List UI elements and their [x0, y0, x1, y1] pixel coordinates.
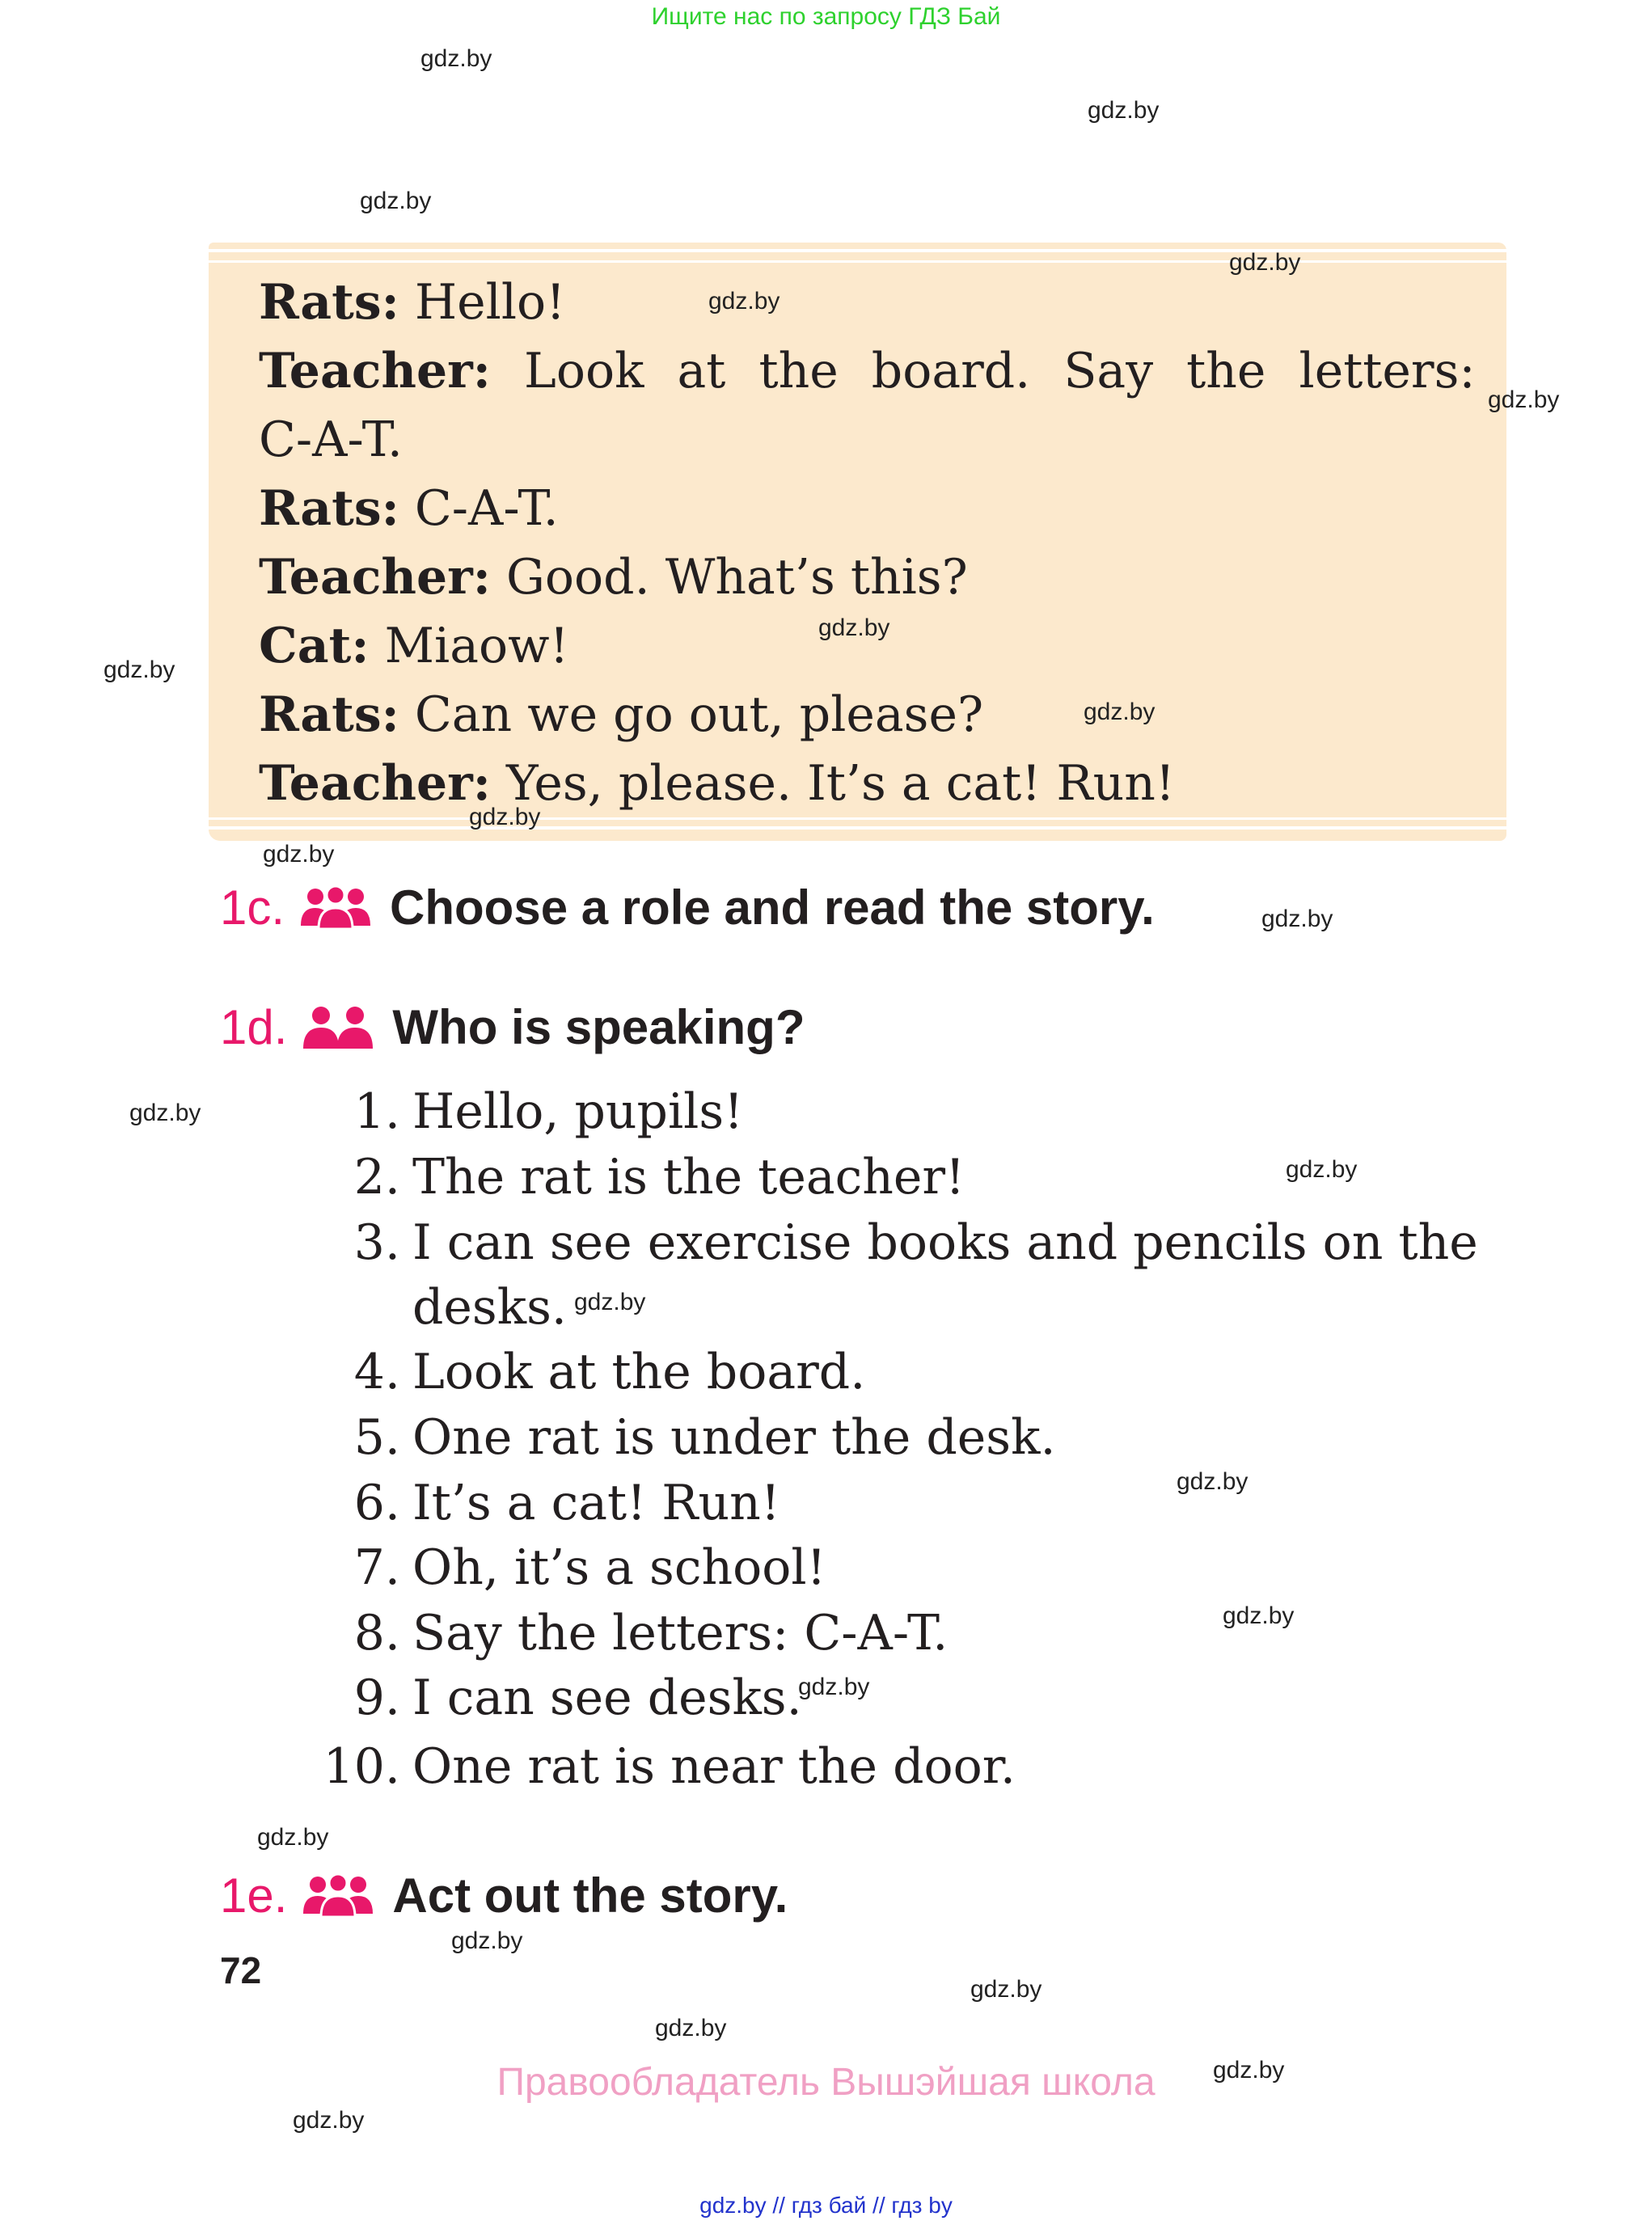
item-number: 7.: [353, 1539, 400, 1596]
watermark: gdz.by: [257, 1824, 329, 1851]
item-number: 1.: [353, 1083, 400, 1140]
story-line: [259, 749, 1482, 818]
watermark: gdz.by: [293, 2107, 365, 2134]
card-top-stripe-2: [209, 260, 1506, 263]
exercise-title: Who is speaking?: [392, 1000, 805, 1054]
watermark: gdz.by: [1084, 699, 1156, 725]
item-text: I can see desks.: [412, 1670, 802, 1726]
story-line: [259, 543, 1482, 612]
item-text: One rat is near the door.: [412, 1738, 1016, 1795]
item-text: Oh, it’s a school!: [412, 1539, 826, 1596]
speaker: Rats:: [259, 274, 399, 331]
watermark: gdz.by: [970, 1976, 1042, 2003]
speaker: Rats:: [259, 686, 399, 743]
watermark: gdz.by: [1261, 906, 1333, 932]
line-text: Look at the board. Say the letters:: [490, 343, 1476, 399]
item-text: It’s a cat! Run!: [412, 1475, 780, 1531]
item-number: 3.: [353, 1214, 400, 1271]
story-card: [209, 243, 1506, 841]
watermark: gdz.by: [469, 804, 541, 830]
page-number: 72: [220, 1949, 262, 1991]
item-number: 6.: [353, 1475, 400, 1531]
group-icon: [299, 885, 372, 931]
exercise-1d: [220, 999, 805, 1055]
line-text: C-A-T.: [399, 480, 559, 537]
exercise-1c: [220, 880, 1155, 935]
exercise-number: 1d.: [220, 1000, 288, 1054]
story-line: [259, 337, 1482, 406]
story-line: [259, 268, 1482, 337]
item-number: 5.: [353, 1409, 400, 1466]
card-bottom-stripe: [209, 826, 1506, 830]
watermark: gdz.by: [655, 2015, 727, 2041]
story-line: [259, 681, 1482, 749]
watermark: gdz.by: [104, 657, 175, 683]
story-line: [259, 406, 1482, 475]
exercise-1e: [220, 1868, 788, 1923]
item-text: One rat is under the desk.: [412, 1409, 1056, 1466]
line-text: Good. What’s this?: [490, 549, 968, 606]
exercise-title: Act out the story.: [392, 1868, 788, 1923]
line-text: Can we go out, please?: [399, 686, 984, 743]
item-text: Look at the board.: [412, 1344, 866, 1400]
watermark: gdz.by: [129, 1100, 201, 1126]
item-text: I can see exercise books and pencils on the: [412, 1214, 1478, 1271]
watermark: gdz.by: [798, 1674, 870, 1700]
item-text: Say the letters: C-A-T.: [412, 1605, 949, 1661]
item-number: 4.: [353, 1344, 400, 1400]
speaker: Teacher:: [259, 343, 491, 399]
item-text: desks.: [412, 1279, 567, 1336]
group-icon: [302, 1873, 374, 1919]
story-dialogue: [259, 268, 1482, 818]
pair-icon: [302, 1005, 374, 1050]
line-text: Yes, please. It’s a cat! Run!: [490, 755, 1175, 812]
watermark: gdz.by: [1286, 1156, 1358, 1183]
speaker: Cat:: [259, 618, 370, 674]
watermark: gdz.by: [1177, 1468, 1249, 1495]
rights-holder: Правообладатель Вышэйшая школа: [496, 2061, 1156, 2104]
watermark: gdz.by: [1229, 249, 1301, 276]
speaker: Rats:: [259, 480, 399, 537]
watermark: gdz.by: [818, 614, 890, 641]
watermark: gdz.by: [1488, 386, 1560, 413]
watermark: gdz.by: [451, 1927, 523, 1954]
speaker: Teacher:: [259, 549, 491, 606]
bottom-links[interactable]: gdz.by // гдз бай // гдз by: [699, 2193, 953, 2218]
exercise-number: 1c.: [220, 880, 285, 935]
watermark: gdz.by: [360, 188, 432, 214]
watermark: gdz.by: [420, 45, 492, 72]
line-text: Hello!: [399, 274, 566, 331]
item-text: Hello, pupils!: [412, 1083, 744, 1140]
item-number: 2.: [353, 1149, 400, 1205]
speaker-list: [323, 1083, 1536, 1811]
card-top-stripe: [209, 249, 1506, 252]
item-number: 9.: [353, 1670, 400, 1726]
item-number: 8.: [353, 1605, 400, 1661]
top-banner[interactable]: Ищите нас по запросу ГДЗ Бай: [651, 3, 1001, 30]
watermark: gdz.by: [1213, 2057, 1285, 2084]
exercise-number: 1e.: [220, 1868, 288, 1923]
speaker: Teacher:: [259, 755, 491, 812]
watermark: gdz.by: [1223, 1602, 1295, 1629]
item-number: 10.: [323, 1738, 400, 1795]
line-text: Miaow!: [369, 618, 569, 674]
line-text: C-A-T.: [259, 412, 403, 468]
watermark: gdz.by: [708, 288, 780, 315]
watermark: gdz.by: [574, 1289, 646, 1315]
exercise-title: Choose a role and read the story.: [390, 880, 1155, 935]
story-line: [259, 475, 1482, 543]
watermark: gdz.by: [263, 841, 335, 868]
item-text: The rat is the teacher!: [412, 1149, 965, 1205]
watermark: gdz.by: [1088, 97, 1160, 124]
